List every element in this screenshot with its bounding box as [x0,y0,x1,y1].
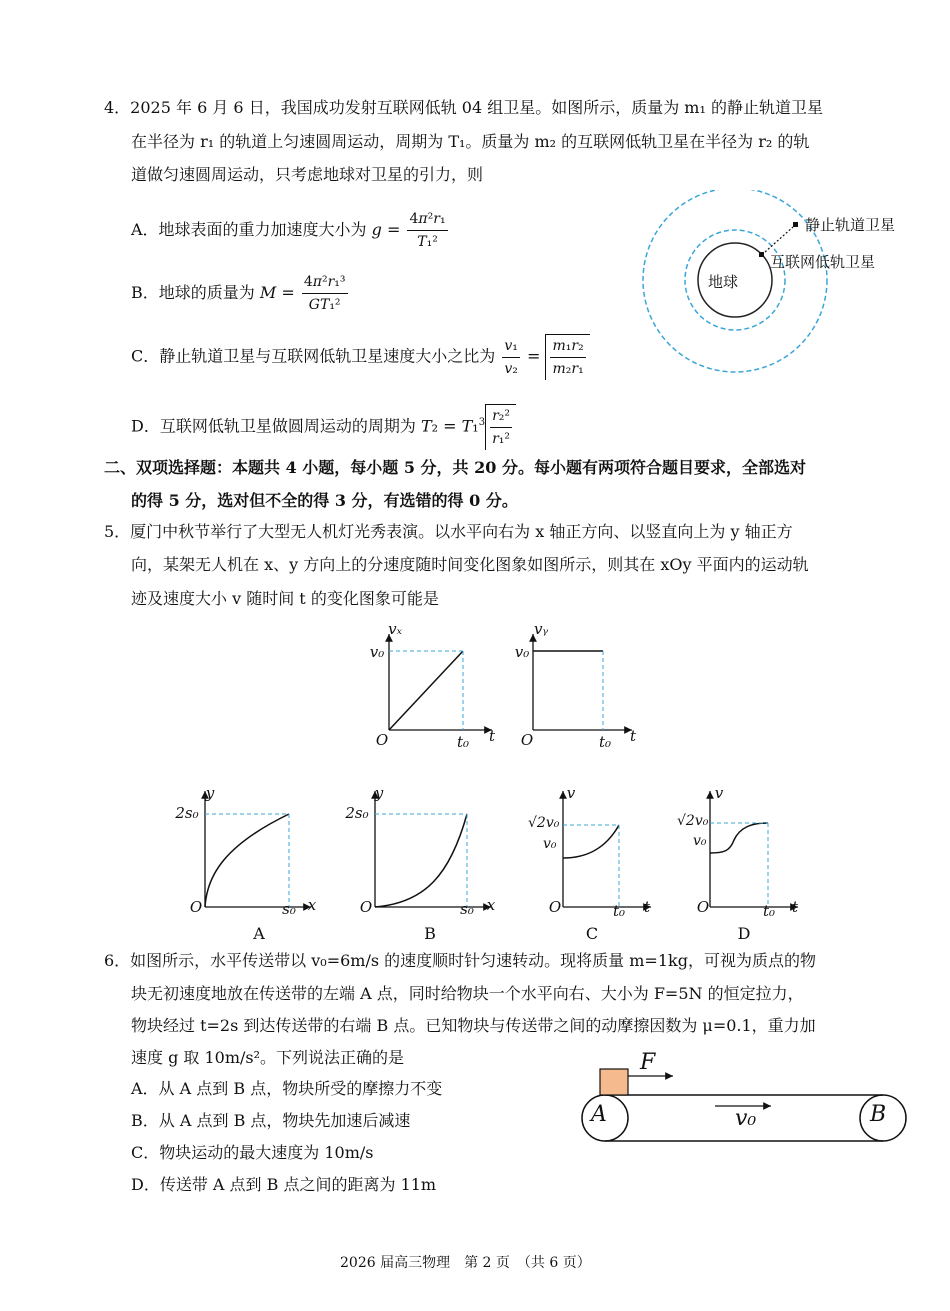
b-origin: O [359,898,373,916]
vy-t-axis: t [629,727,637,745]
option-b-curve [375,814,467,907]
geo-satellite [793,222,798,227]
vx-v0-label: v₀ [369,643,385,661]
leo-satellite-label: 互联网低轨卫星 [770,253,876,271]
q4-line3: 道做匀速圆周运动，只考虑地球对卫星的引力，则 [131,165,484,184]
option-c-label: C [585,924,599,943]
option-c-graph [555,785,655,915]
a-2s0: 2s₀ [175,804,199,822]
b-y: y [374,784,384,802]
vx-origin: O [375,731,389,749]
q4-line2: 在半径为 r₁ 的轨道上匀速圆周运动，周期为 T₁。质量为 m₂ 的互联网低轨卫星在半径为 r₂ 的轨 [131,132,810,151]
q6-line4: 速度 g 取 10m/s²。下列说法正确的是 [131,1048,405,1067]
q6-option-c: C．物块运动的最大速度为 10m/s [131,1143,374,1162]
section2-line1: 二、双项选择题：本题共 4 小题，每小题 5 分，共 20 分。每小题有两项符合题目要求，全部选对 [104,458,806,477]
option-a-curve [205,814,289,907]
q4-option-a: A．地球表面的重力加速度大小为 g = $\frac{\text{4π²r₁}}{\text{T₁²}}$ [131,208,450,253]
q4-line1: 4．2025 年 6 月 6 日，我国成功发射互联网低轨 04 组卫星。如图所示，质量为 m₁ 的静止轨道卫星 [104,98,823,117]
geo-satellite-label: 静止轨道卫星 [805,216,896,234]
d-v0: v₀ [693,833,707,849]
vy-t0: t₀ [598,733,612,751]
vx-axis-label: vₓ [388,620,402,638]
a-origin: O [189,898,203,916]
q4-option-c: C．静止轨道卫星与互联网低轨卫星速度大小之比为 $\frac{\text{v₁}}{\text{v₂}}$ = $\frac{\text{m₁r₂}}{\text{m₂r₁}}$ [131,334,590,380]
a-y: y [205,784,215,802]
option-d-graph [702,785,802,915]
b-2s0: 2s₀ [345,804,369,822]
leo-satellite [759,252,764,257]
page-footer: 2026 届高三物理 第 2 页 （共 6 页） [340,1255,591,1271]
vy-origin: O [520,731,534,749]
c-t0: t₀ [612,902,626,920]
point-b-label: B [870,1102,887,1127]
option-d-curve [710,823,768,853]
force-label: F [640,1050,656,1075]
option-a-label: A [253,924,265,943]
option-d-label: D [737,924,751,943]
c-sqrt2v0: √2v₀ [528,815,560,831]
c-origin: O [548,898,562,916]
d-t0: t₀ [762,902,776,920]
vx-line [389,651,463,730]
d-t: t [791,898,799,916]
q6-option-d: D．传送带 A 点到 B 点之间的距离为 11m [131,1175,437,1194]
b-x: x [486,896,496,914]
d-sqrt2v0: √2v₀ [677,813,709,829]
option-b-label: B [424,924,436,943]
q6-option-a: A．从 A 点到 B 点，物块所受的摩擦力不变 [131,1079,443,1098]
v0-label: v₀ [735,1106,757,1131]
conveyor-figure [575,1050,915,1150]
c-v: v [566,784,576,802]
vy-v0-label: v₀ [514,643,530,661]
block [600,1069,628,1095]
q6-line2: 块无初速度地放在传送带的左端 A 点，同时给物块一个水平向右、大小为 F=5N 的恒定拉力， [131,984,804,1003]
q6-line3: 物块经过 t=2s 到达传送带的右端 B 点。已知物块与传送带之间的动摩擦因数为 μ=0.1，重力加 [131,1016,816,1035]
q6-option-b: B．从 A 点到 B 点，物块先加速后减速 [131,1111,411,1130]
vy-axis-label: vᵧ [533,620,549,638]
a-s0: s₀ [282,900,296,918]
vx-t0: t₀ [456,733,470,751]
q4-option-d: D．互联网低轨卫星做圆周运动的周期为 T₂ = T₁$^3$ $\frac{\text{r₂²}}{\text{r₁²}}$ [131,404,516,450]
vx-t-axis: t [488,727,496,745]
a-x: x [307,896,317,914]
c-v0: v₀ [543,836,557,852]
q4-option-b: B．地球的质量为 M = $\frac{\text{4π²r₁³}}{\text{GT₁²}}$ [131,271,350,316]
section2-line2: 的得 5 分，选对但不全的得 3 分，有选错的得 0 分。 [131,491,518,510]
point-a-label: A [591,1102,607,1127]
q5-line2: 向，某架无人机在 x、y 方向上的分速度随时间变化图象如图所示，则其在 xOy 平面内的运动轨 [131,555,809,574]
q6-line1: 6．如图所示，水平传送带以 v₀=6m/s 的速度顺时针匀速转动。现将质量 m=1kg，可视为质点的物 [104,951,816,970]
b-s0: s₀ [460,900,474,918]
q5-line3: 迹及速度大小 v 随时间 t 的变化图象可能是 [131,589,439,608]
q5-line1: 5．厦门中秋节举行了大型无人机灯光秀表演。以水平向右为 x 轴正方向、以竖直向上为 y 轴正方 [104,522,793,541]
option-c-curve [563,825,619,858]
d-v: v [714,784,724,802]
d-origin: O [696,898,710,916]
c-t: t [643,898,651,916]
earth-label: 地球 [708,273,739,291]
